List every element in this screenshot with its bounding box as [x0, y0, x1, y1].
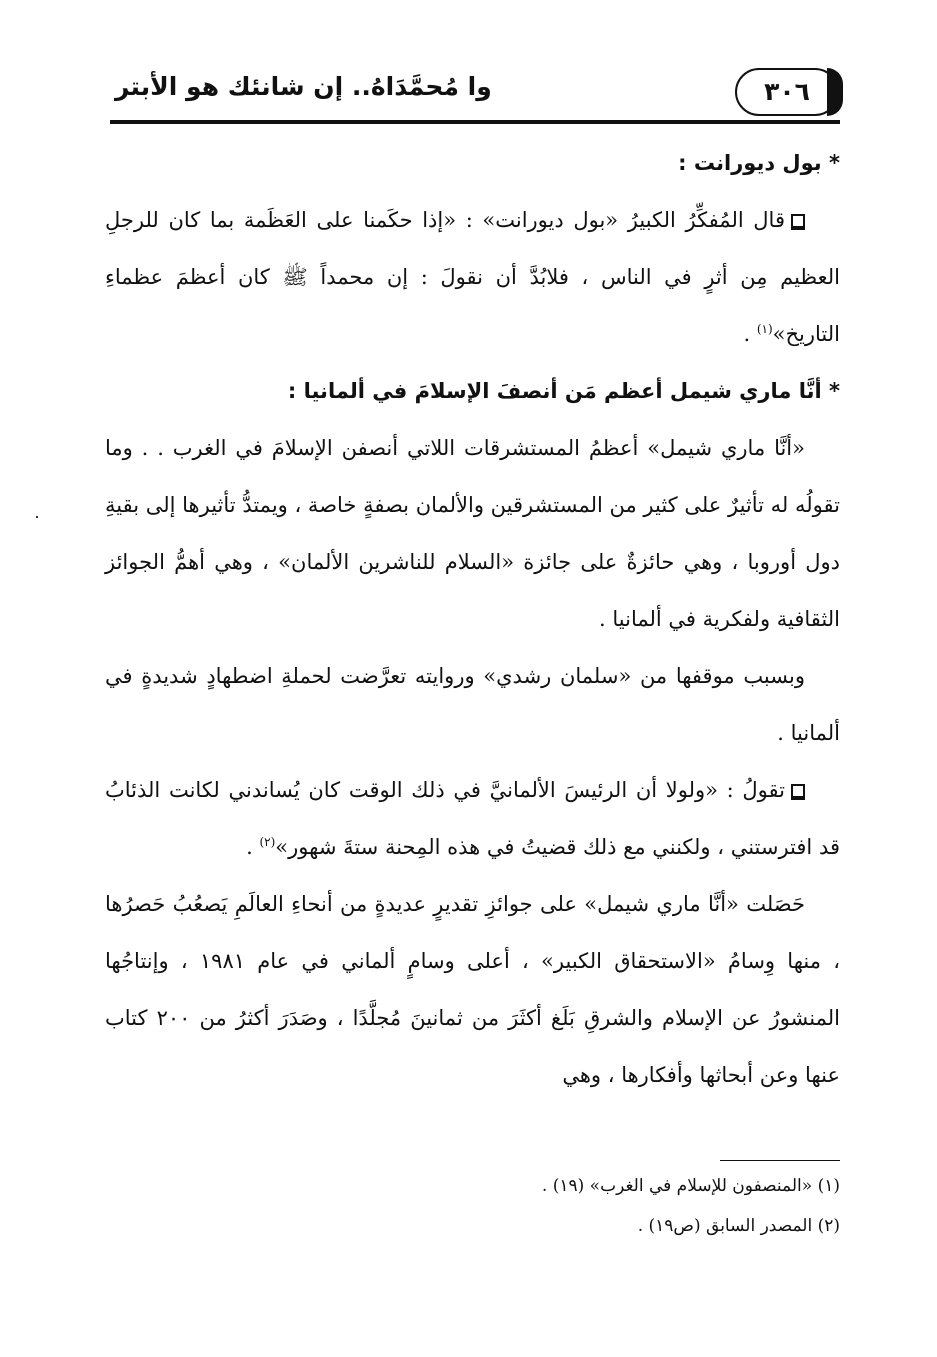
footnote-ref-1-tail: . — [743, 322, 757, 346]
footnotes — [300, 1166, 840, 1246]
quote-box-icon — [791, 784, 805, 800]
footnote-ref-1: (١) — [756, 322, 773, 336]
paragraph-schimmel-quote-text: تقولُ : «ولولا أن الرئيسَ الألمانيَّ في ذلك الوقت كان يُساندني لكانت الذئابُ قد افترستني ، ولكنني مع ذلك قضيتُ في هذه المِحنة ستةَ شهور» — [105, 778, 840, 859]
page-header — [0, 0, 937, 130]
paragraph-schimmel-intro: «أنَّا ماري شيمل» أعظمُ المستشرقات اللاتي أنصفن الإسلامَ في الغرب . . وما تقولُه له تأثيرٌ على كثير من المستشرقين والألمان بصفةٍ خاصة ، ويمتدُّ تأثيرها إلى بقيةِ دول أوروبا ، وهي حائزةٌ على جائزة «السلام للناشرين الألمان» ، وهي أهمُّ الجوائز الثقافية ولفكرية في ألمانيا . — [105, 436, 840, 631]
footnote-2: (٢) المصدر السابق (ص١٩) . — [637, 1216, 840, 1236]
footnote-1: (١) «المنصفون للإسلام في الغرب» (١٩) . — [541, 1176, 840, 1196]
paragraph-durant-quote — [105, 192, 840, 363]
asterisk-bullet-icon: * — [821, 379, 840, 403]
quote-box-icon — [791, 214, 805, 230]
page-body — [105, 135, 840, 1104]
footnote-rule — [720, 1160, 840, 1161]
section-heading-durant — [105, 135, 840, 192]
section-heading-schimmel-text: أنَّا ماري شيمل أعظم مَن أنصفَ الإسلامَ في ألمانيا : — [287, 379, 822, 403]
paragraph-awards: حَصَلت «أنَّا ماري شيمل» على جوائزِ تقديرٍ عديدةٍ من أنحاءِ العالَمِ يَصعُبُ حَصرُها ، منها وِسامُ «الاستحقاق الكبير» ، أعلى وسامٍ ألماني في عام ١٩٨١ ، وإنتاجُها المنشورُ عن الإسلام والشرقِ بَلَغ أكثَرَ من ثمانينَ مُجلَّدًا ، وصَدَرَ أكثرُ من ٢٠٠ كتاب عنها وعن أبحاثها وأفكارها ، وهي — [105, 892, 840, 1087]
paragraph-schimmel-quote — [105, 762, 840, 876]
paragraph-rushdie: وبسبب موقفها من «سلمان رشدي» وروايته تعرَّضت لحملةِ اضطهادٍ شديدةٍ في ألمانيا . — [105, 664, 840, 745]
header-rule — [110, 120, 840, 124]
section-heading-schimmel — [105, 363, 840, 420]
section-heading-durant-text: بول ديورانت : — [678, 151, 822, 175]
asterisk-bullet-icon: * — [821, 151, 840, 175]
footnote-ref-2: (٢) — [259, 835, 276, 849]
scan-speck — [36, 516, 38, 518]
footnote-ref-2-tail: . — [246, 835, 260, 859]
page-number-badge — [735, 68, 839, 116]
badge-cap-decoration — [827, 68, 843, 116]
paragraph-durant-text: قال المُفكِّرُ الكبيرُ «بول ديورانت» : «إذا حكَمنا على العَظَمة بما كان للرجلِ العظيم مِن أثرٍ في الناس ، فلابُدَّ أن نقولَ : إن محمداً ﷺ كان أعظمَ عظماءِ التاريخ» — [105, 208, 840, 346]
page-number: ٣٠٦ — [764, 77, 810, 106]
running-title: وا مُحمَّدَاهُ.. إن شانئك هو الأبتر — [115, 72, 492, 101]
